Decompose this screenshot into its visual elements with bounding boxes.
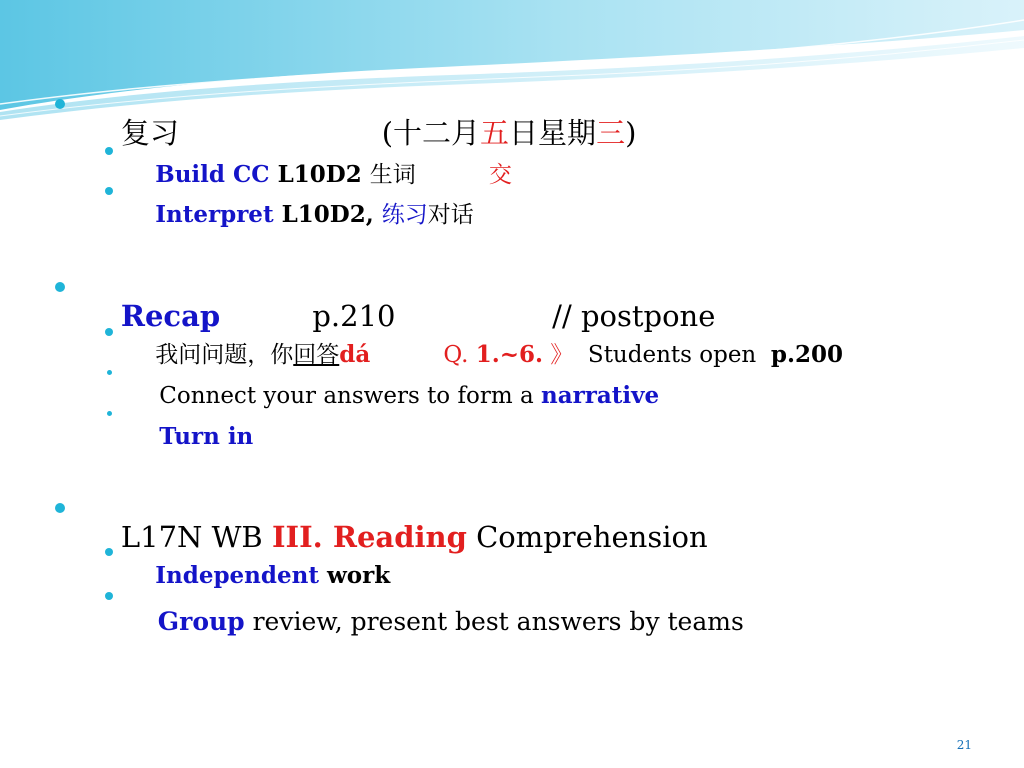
text-segment: 》 bbox=[543, 342, 574, 368]
bullet-dot bbox=[107, 411, 112, 416]
text-segment: Students open bbox=[573, 342, 771, 368]
text-segment: work bbox=[318, 562, 391, 589]
text-segment: Recap bbox=[120, 299, 221, 333]
text-segment: L10D2 bbox=[269, 161, 370, 188]
text-segment: p.210 // postpone bbox=[220, 299, 716, 333]
interpret-item bbox=[126, 180, 474, 250]
text-segment: 练习 bbox=[381, 202, 428, 228]
text-segment: Interpret bbox=[155, 201, 274, 228]
text-segment: Connect your answers to form a bbox=[159, 383, 541, 409]
bullet-dot bbox=[107, 370, 112, 375]
text-segment: Q. bbox=[370, 342, 476, 368]
bullet-dot bbox=[105, 592, 113, 600]
text-segment: 复习 bbox=[120, 116, 179, 150]
text-segment: narrative bbox=[540, 382, 660, 409]
text-segment: 日星期 bbox=[509, 116, 597, 150]
group-review-item bbox=[126, 584, 744, 659]
text-segment: ( bbox=[178, 116, 394, 150]
bullet-dot bbox=[105, 147, 113, 155]
slide-number: 21 bbox=[956, 738, 972, 752]
text-segment: 五 bbox=[480, 116, 510, 150]
text-segment: dá bbox=[339, 341, 371, 368]
text-segment: 交 bbox=[415, 162, 512, 188]
text-segment: 三 bbox=[596, 116, 626, 150]
text-segment: L10D2, bbox=[273, 201, 382, 228]
bullet-dot bbox=[105, 328, 113, 336]
text-segment: Comprehension bbox=[466, 520, 708, 554]
text-segment: 生词 bbox=[369, 162, 416, 188]
text-segment: ) bbox=[625, 116, 637, 150]
text-segment: Build CC bbox=[155, 161, 270, 188]
bullet-dot bbox=[55, 282, 65, 292]
text-segment: Independent bbox=[155, 562, 319, 589]
turn-in-item bbox=[130, 402, 253, 472]
bullet-dot bbox=[55, 99, 65, 109]
text-segment: 我问问题，你 bbox=[155, 342, 294, 368]
text-segment: Group bbox=[157, 607, 245, 636]
text-segment: 对话 bbox=[427, 202, 474, 228]
text-segment: Turn in bbox=[159, 423, 254, 450]
text-segment: review, present best answers by teams bbox=[244, 607, 744, 636]
text-segment: p.200 bbox=[770, 341, 843, 368]
text-segment: 1.~6. bbox=[475, 341, 543, 368]
text-segment: 十二月 bbox=[393, 116, 481, 150]
bullet-dot bbox=[105, 187, 113, 195]
text-segment: L17N WB bbox=[120, 520, 272, 554]
text-segment: III. Reading bbox=[271, 520, 467, 554]
bullet-dot bbox=[105, 548, 113, 556]
bullet-dot bbox=[55, 503, 65, 513]
text-segment: 回答 bbox=[293, 342, 340, 368]
